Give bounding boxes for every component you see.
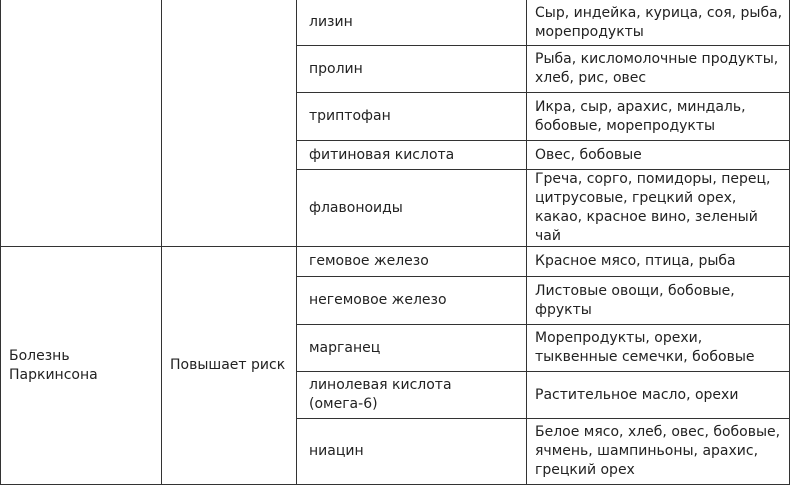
food-sources-cell: Морепродукты, орехи, тыквенные семечки, бобовые bbox=[527, 325, 790, 372]
food-sources-cell: Овес, бобовые bbox=[527, 141, 790, 170]
table-row bbox=[1, 247, 790, 277]
nutrient-cell: негемовое железо bbox=[297, 277, 527, 325]
food-sources-cell: Рыба, кисломолочные продукты, хлеб, рис, овес bbox=[527, 46, 790, 93]
food-sources-cell: Листовые овощи, бобовые, фрукты bbox=[527, 277, 790, 325]
nutrient-cell: флавоноиды bbox=[297, 170, 527, 247]
disease-cell: Болезнь Паркинсона bbox=[1, 247, 162, 485]
food-sources-cell: Растительное масло, орехи bbox=[527, 372, 790, 419]
food-sources-cell: Икра, сыр, арахис, миндаль, бобовые, морепродукты bbox=[527, 93, 790, 141]
food-sources-cell: Греча, сорго, помидоры, перец, цитрусовые, грецкий орех, какао, красное вино, зеленый чай bbox=[527, 170, 790, 247]
nutrient-cell: ниацин bbox=[297, 419, 527, 485]
nutrient-cell: фитиновая кислота bbox=[297, 141, 527, 170]
disease-cell-previous bbox=[1, 0, 162, 247]
nutrient-cell: линолевая кислота (омега-6) bbox=[297, 372, 527, 419]
nutrient-cell: гемовое железо bbox=[297, 247, 527, 277]
food-sources-cell: Сыр, индейка, курица, соя, рыба, морепродукты bbox=[527, 0, 790, 46]
effect-cell: Повышает риск bbox=[162, 247, 297, 485]
nutrient-cell: лизин bbox=[297, 0, 527, 46]
effect-cell-previous bbox=[162, 0, 297, 247]
food-sources-cell: Красное мясо, птица, рыба bbox=[527, 247, 790, 277]
table-row bbox=[1, 0, 790, 46]
nutrient-cell: пролин bbox=[297, 46, 527, 93]
nutrient-cell: триптофан bbox=[297, 93, 527, 141]
food-sources-cell: Белое мясо, хлеб, овес, бобовые, ячмень, шампиньоны, арахис, грецкий орех bbox=[527, 419, 790, 485]
nutrient-cell: марганец bbox=[297, 325, 527, 372]
